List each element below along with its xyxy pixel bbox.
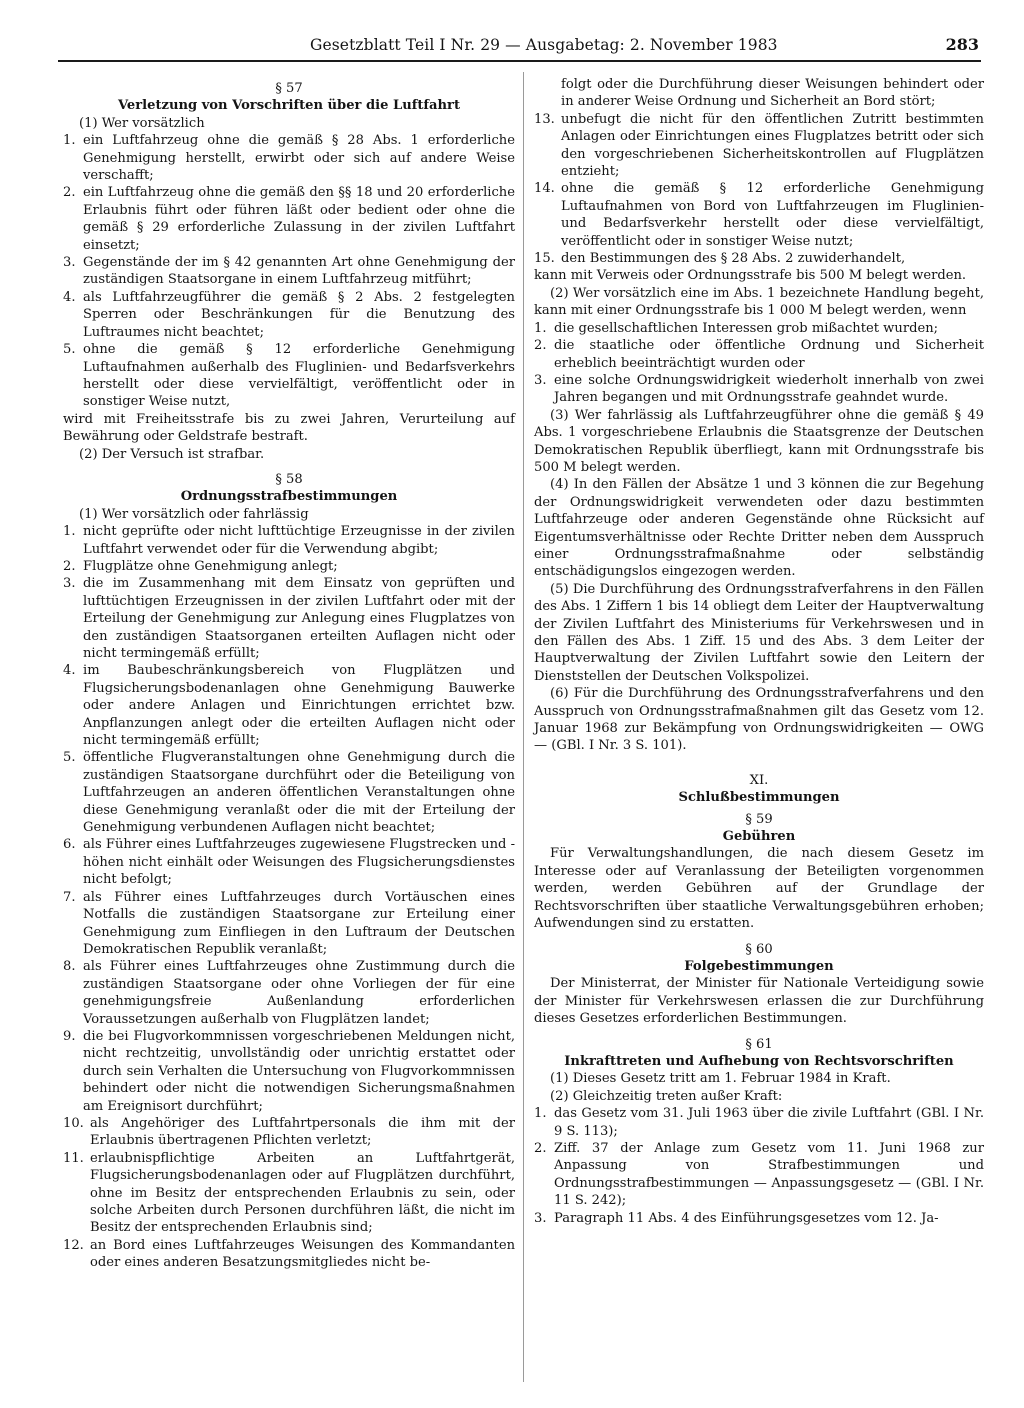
section-58-number: § 58 <box>275 471 303 487</box>
list-item: 2. Flugplätze ohne Genehmigung anlegt; <box>63 558 338 574</box>
chapter-number: XI. <box>749 772 769 788</box>
column-divider <box>523 72 524 1382</box>
section-57-penalty: wird mit Freiheitsstrafe bis zu zwei Jahren, Verurteilung auf Bewährung oder Geldstrafe bestraft. <box>63 411 515 445</box>
section-57-number: § 57 <box>275 81 303 96</box>
chapter-title: Schlußbestimmungen <box>678 790 840 806</box>
list-item: 3. die im Zusammenhang mit dem Einsatz von geprüften und lufttüchtigen Erzeugnissen in der zivilen Luftfahrt oder mit der Erteilung der Genehmigung zur Anlegung eines Flugplatzes von den zuständigen Staatsorganen erteilten Auflagen nicht oder nicht termingemäß erfüllt; <box>63 576 515 661</box>
page-number: 283 <box>945 35 979 54</box>
section-61-title: Inkrafttreten und Aufhebung von Rechtsvorschriften <box>564 1053 954 1069</box>
continuation-text: folgt oder die Durchführung dieser Weisungen behindert oder in anderer Weise Ordnung und Sicherheit an Bord stört; <box>561 77 984 110</box>
list-item: 2. ein Luftfahrzeug ohne die gemäß den §§ 18 und 20 erforderliche Erlaubnis führt oder führen läßt oder bedient oder ohne die gemäß § 29 erforderliche Zulassung in der zivilen Luftfahrt einsetzt; <box>63 185 515 253</box>
list-item: 2. Ziff. 37 der Anlage zum Gesetz vom 11. Juni 1968 zur Anpassung von Strafbestimmungen und Ordnungsstrafbestimmungen — Anpassungsgesetz — (GBl. I Nr. 11 S. 242); <box>534 1140 984 1209</box>
section-59-title: Gebühren <box>722 829 796 845</box>
section-57-paragraph-2: (2) Der Versuch ist strafbar. <box>79 446 265 462</box>
list-item: 10. als Angehöriger des Luftfahrtpersonals die ihm mit der Erlaubnis übertragenen Pflichten verletzt; <box>63 1115 515 1149</box>
section-58-paragraph-5: (5) Die Durchführung des Ordnungsstrafverfahrens in den Fällen des Abs. 1 Ziffern 1 bis 14 obliegt dem Leiter der Hauptverwaltung der Zivilen Luftfahrt des Ministeriums für Verkehrswesen und in den Fällen des Abs. 1 Ziff. 15 und des Abs. 3 dem Leiter der Hauptverwaltung der Zivilen Luftfahrt sowie den Leitern der Dienststellen der Deutschen Volkspolizei. <box>534 581 984 684</box>
list-item: 7. als Führer eines Luftfahrzeuges durch Vortäuschen eines Notfalls die zuständigen Staatsorgane zur Erteilung einer Genehmigung zum Einfliegen in den Luftraum der Deutschen Demokratischen Republik veranlaßt; <box>63 889 515 957</box>
list-item: 3. eine solche Ordnungswidrigkeit wiederholt innerhalb von zwei Jahren begangen und mit Ordnungsstrafe geahndet wurde. <box>534 372 984 406</box>
section-58-penalty: kann mit Verweis oder Ordnungsstrafe bis 500 M belegt werden. <box>534 268 967 284</box>
section-60-title: Folgebestimmungen <box>684 958 834 974</box>
page-header <box>58 32 981 62</box>
section-58-paragraph-6: (6) Für die Durchführung des Ordnungsstrafverfahrens und den Ausspruch von Ordnungsstrafmaßnahmen gilt das Gesetz vom 12. Januar 1968 zur Bekämpfung von Ordnungswidrigkeiten — OWG — (GBl. I Nr. 3 S. 101). <box>534 686 984 754</box>
section-58-intro: (1) Wer vorsätzlich oder fahrlässig <box>79 506 309 522</box>
section-60-text: Der Ministerrat, der Minister für Nationale Verteidigung sowie der Minister für Verkehrswesen erlassen die zur Durchführung dieses Gesetzes erforderlichen Bestimmungen. <box>534 976 984 1027</box>
list-item: 6. als Führer eines Luftfahrzeuges zugewiesene Flugstrecken und -höhen nicht einhält oder Weisungen des Flugsicherungsdienstes nicht befolgt; <box>63 837 515 888</box>
left-column <box>63 76 515 1272</box>
list-item: 11. erlaubnispflichtige Arbeiten an Luftfahrtgerät, Flugsicherungsbodenanlagen oder auf Flugplätzen durchführt, ohne im Besitz der entsprechenden Erlaubnis zu sein, oder solche Arbeiten durch Personen durchführen läßt, die nicht im Besitz der entsprechenden Erlaubnis sind; <box>63 1150 515 1236</box>
list-item: 5. ohne die gemäß § 12 erforderliche Genehmigung Luftaufnahmen außerhalb des Fluglinien- und Bedarfsverkehrs herstellt oder diese vervielfältigt, veröffentlicht oder in sonstiger Weise nutzt, <box>63 342 515 410</box>
list-item: 4. als Luftfahrzeugführer die gemäß § 2 Abs. 2 festgelegten Sperren oder Beschränkungen für die Benutzung des Luftraumes nicht beachtet; <box>63 289 515 340</box>
section-58-paragraph-4: (4) In den Fällen der Absätze 1 und 3 können die zur Begehung der Ordnungswidrigkeit verwendeten oder dazu bestimmten Luftfahrzeuge oder anderen Gegenstände ohne Rücksicht auf Eigentumsverhältnisse oder Rechte Dritter neben dem Ausspruch einer Ordnungsstrafmaßnahme oder selbständig entschädigungslos eingezogen werden. <box>534 477 984 580</box>
list-item: 1. nicht geprüfte oder nicht lufttüchtige Erzeugnisse in der zivilen Luftfahrt verwendet oder für die Verwendung abgibt; <box>63 524 515 557</box>
list-item: 13. unbefugt die nicht für den öffentlichen Zutritt bestimmten Anlagen oder Einrichtungen eines Flugplatzes betritt oder sich den vorgeschriebenen Sicherheitskontrollen auf Flugplätzen entzieht; <box>534 111 984 180</box>
list-item: 1. die gesellschaftlichen Interessen grob mißachtet wurden; <box>534 320 939 336</box>
list-item: 12. an Bord eines Luftfahrzeuges Weisungen des Kommandanten oder eines anderen Besatzungsmitgliedes nicht be- <box>63 1237 515 1271</box>
list-item: 15. den Bestimmungen des § 28 Abs. 2 zuwiderhandelt, <box>534 251 906 267</box>
section-57-title: Verletzung von Vorschriften über die Luftfahrt <box>117 98 461 114</box>
section-57-intro: (1) Wer vorsätzlich <box>79 115 205 131</box>
section-58-title: Ordnungsstrafbestimmungen <box>180 489 398 505</box>
list-item: 14. ohne die gemäß § 12 erforderliche Genehmigung Luftaufnahmen von Bord von Luftfahrzeugen im Fluglinien- und Bedarfsverkehr herstellt oder diese vervielfältigt, veröffentlicht oder in sonstiger Weise nutzt; <box>534 181 984 249</box>
section-58-paragraph-3: (3) Wer fahrlässig als Luftfahrzeugführer ohne die gemäß § 49 Abs. 1 vorgeschriebene Erlaubnis die Staatsgrenze der Deutschen Demokratischen Republik überfliegt, kann mit Ordnungsstrafe bis 500 M belegt werden. <box>534 407 984 475</box>
section-59-text: Für Verwaltungshandlungen, die nach diesem Gesetz im Interesse oder auf Veranlassung der Beteiligten vorgenommen werden, werden Gebühren auf der Grundlage der Rechtsvorschriften über staatliche Verwaltungsgebühren erhoben; Aufwendungen sind zu erstatten. <box>534 846 984 932</box>
list-item: 1. ein Luftfahrzeug ohne die gemäß § 28 Abs. 1 erforderliche Genehmigung herstellt, erwirbt oder sich auf andere Weise verschafft; <box>63 133 515 184</box>
section-59-number: § 59 <box>745 811 773 827</box>
gazette-title: Gesetzblatt Teil I Nr. 29 — Ausgabetag: 2. November 1983 <box>310 36 778 54</box>
list-item: 9. die bei Flugvorkommnissen vorgeschriebenen Meldungen nicht, nicht rechtzeitig, unvollständig oder unrichtig erstattet oder durch sein Verhalten die Untersuchung von Flugvorkommnissen behindert oder nicht die notwendigen Sicherungsmaßnahmen am Ereignisort durchführt; <box>63 1028 515 1114</box>
list-item: 2. die staatliche oder öffentliche Ordnung und Sicherheit erheblich beeinträchtigt wurden oder <box>534 338 984 371</box>
list-item: 4. im Baubeschränkungsbereich von Flugplätzen und Flugsicherungsbodenanlagen ohne Genehmigung Bauwerke oder andere Anlagen und Einrichtungen errichtet bzw. Anpflanzungen anlegt oder die erteilten Auflagen nicht oder nicht termingemäß erfüllt; <box>63 663 515 749</box>
section-61-paragraph-1: (1) Dieses Gesetz tritt am 1. Februar 1984 in Kraft. <box>550 1071 891 1087</box>
list-item: 3. Paragraph 11 Abs. 4 des Einführungsgesetzes vom 12. Ja- <box>534 1210 939 1226</box>
list-item: 3. Gegenstände der im § 42 genannten Art ohne Genehmigung der zuständigen Staatsorgane in einem Luftfahrzeug mitführt; <box>63 255 515 288</box>
right-column <box>534 76 984 1227</box>
section-58-paragraph-2: (2) Wer vorsätzlich eine im Abs. 1 bezeichnete Handlung begeht, kann mit einer Ordnungsstrafe bis 1 000 M belegt werden, wenn <box>534 285 984 319</box>
section-61-number: § 61 <box>745 1036 773 1052</box>
section-60-number: § 60 <box>745 941 773 957</box>
list-item: 8. als Führer eines Luftfahrzeuges ohne Zustimmung durch die zuständigen Staatsorgane oder ohne Vorliegen der für eine genehmigungsfreie Außenlandung erforderlichen Voraussetzungen außerhalb von Flugplätzen landet; <box>63 959 515 1027</box>
section-61-paragraph-2: (2) Gleichzeitig treten außer Kraft: <box>550 1088 783 1104</box>
list-item: 1. das Gesetz vom 31. Juli 1963 über die zivile Luftfahrt (GBl. I Nr. 9 S. 113); <box>534 1106 984 1139</box>
list-item: 5. öffentliche Flugveranstaltungen ohne Genehmigung durch die zuständigen Staatsorgane durchführt oder die Beteiligung von Luftfahrzeugen an anderen öffentlichen Veranstaltungen ohne diese Genehmigung veranlaßt oder die mit der Erteilung der Genehmigung verbundenen Auflagen nicht beachtet; <box>63 750 515 836</box>
